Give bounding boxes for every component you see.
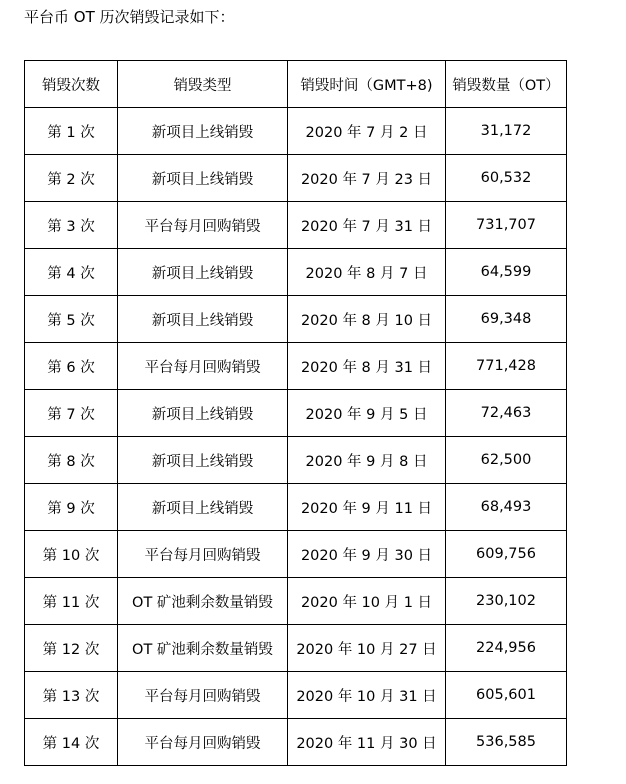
- cell-burn-time: 2020 年 8 月 7 日: [288, 249, 446, 296]
- cell-burn-count: 第 10 次: [25, 531, 118, 578]
- cell-burn-count: 第 2 次: [25, 155, 118, 202]
- table-row: [25, 578, 567, 625]
- header-burn-time: 销毁时间（GMT+8): [288, 61, 446, 108]
- cell-burn-amount: 31,172: [446, 108, 567, 155]
- cell-burn-count: 第 11 次: [25, 578, 118, 625]
- cell-burn-count: 第 5 次: [25, 296, 118, 343]
- cell-burn-count: 第 7 次: [25, 390, 118, 437]
- table-row: [25, 108, 567, 155]
- cell-burn-amount: 731,707: [446, 202, 567, 249]
- cell-burn-time: 2020 年 7 月 2 日: [288, 108, 446, 155]
- cell-burn-type: OT 矿池剩余数量销毁: [118, 625, 288, 672]
- table-row: [25, 296, 567, 343]
- cell-burn-type: 新项目上线销毁: [118, 390, 288, 437]
- table-header-row: [25, 61, 567, 108]
- cell-burn-time: 2020 年 9 月 8 日: [288, 437, 446, 484]
- cell-burn-amount: 609,756: [446, 531, 567, 578]
- cell-burn-type: 平台每月回购销毁: [118, 343, 288, 390]
- cell-burn-type: 平台每月回购销毁: [118, 202, 288, 249]
- cell-burn-count: 第 12 次: [25, 625, 118, 672]
- cell-burn-type: 新项目上线销毁: [118, 437, 288, 484]
- cell-burn-time: 2020 年 9 月 5 日: [288, 390, 446, 437]
- table-row: [25, 343, 567, 390]
- cell-burn-time: 2020 年 11 月 30 日: [288, 719, 446, 766]
- header-burn-count: 销毁次数: [25, 61, 118, 108]
- cell-burn-amount: 64,599: [446, 249, 567, 296]
- cell-burn-amount: 605,601: [446, 672, 567, 719]
- table-row: [25, 155, 567, 202]
- cell-burn-count: 第 1 次: [25, 108, 118, 155]
- table-row: [25, 249, 567, 296]
- cell-burn-amount: 68,493: [446, 484, 567, 531]
- header-burn-type: 销毁类型: [118, 61, 288, 108]
- table-row: [25, 437, 567, 484]
- cell-burn-type: 平台每月回购销毁: [118, 719, 288, 766]
- cell-burn-count: 第 3 次: [25, 202, 118, 249]
- cell-burn-amount: 72,463: [446, 390, 567, 437]
- cell-burn-amount: 62,500: [446, 437, 567, 484]
- cell-burn-type: OT 矿池剩余数量销毁: [118, 578, 288, 625]
- cell-burn-time: 2020 年 10 月 31 日: [288, 672, 446, 719]
- header-burn-amount: 销毁数量（OT）: [446, 61, 567, 108]
- cell-burn-type: 新项目上线销毁: [118, 249, 288, 296]
- cell-burn-type: 平台每月回购销毁: [118, 672, 288, 719]
- cell-burn-count: 第 9 次: [25, 484, 118, 531]
- cell-burn-time: 2020 年 9 月 11 日: [288, 484, 446, 531]
- cell-burn-type: 新项目上线销毁: [118, 484, 288, 531]
- cell-burn-amount: 224,956: [446, 625, 567, 672]
- table-row: [25, 531, 567, 578]
- cell-burn-count: 第 13 次: [25, 672, 118, 719]
- cell-burn-count: 第 6 次: [25, 343, 118, 390]
- table-row: [25, 719, 567, 766]
- cell-burn-amount: 60,532: [446, 155, 567, 202]
- table-row: [25, 672, 567, 719]
- burn-record-table: [24, 60, 567, 766]
- cell-burn-time: 2020 年 9 月 30 日: [288, 531, 446, 578]
- cell-burn-time: 2020 年 8 月 31 日: [288, 343, 446, 390]
- intro-text: 平台币 OT 历次销毁记录如下：: [24, 8, 235, 26]
- cell-burn-type: 新项目上线销毁: [118, 108, 288, 155]
- table-row: [25, 484, 567, 531]
- cell-burn-time: 2020 年 10 月 27 日: [288, 625, 446, 672]
- cell-burn-count: 第 8 次: [25, 437, 118, 484]
- cell-burn-amount: 771,428: [446, 343, 567, 390]
- cell-burn-time: 2020 年 10 月 1 日: [288, 578, 446, 625]
- cell-burn-type: 新项目上线销毁: [118, 155, 288, 202]
- cell-burn-type: 平台每月回购销毁: [118, 531, 288, 578]
- cell-burn-amount: 230,102: [446, 578, 567, 625]
- cell-burn-type: 新项目上线销毁: [118, 296, 288, 343]
- cell-burn-time: 2020 年 7 月 23 日: [288, 155, 446, 202]
- cell-burn-time: 2020 年 8 月 10 日: [288, 296, 446, 343]
- table-row: [25, 625, 567, 672]
- cell-burn-amount: 536,585: [446, 719, 567, 766]
- cell-burn-count: 第 14 次: [25, 719, 118, 766]
- table-row: [25, 202, 567, 249]
- cell-burn-time: 2020 年 7 月 31 日: [288, 202, 446, 249]
- table-body: [25, 108, 567, 766]
- cell-burn-amount: 69,348: [446, 296, 567, 343]
- cell-burn-count: 第 4 次: [25, 249, 118, 296]
- table-row: [25, 390, 567, 437]
